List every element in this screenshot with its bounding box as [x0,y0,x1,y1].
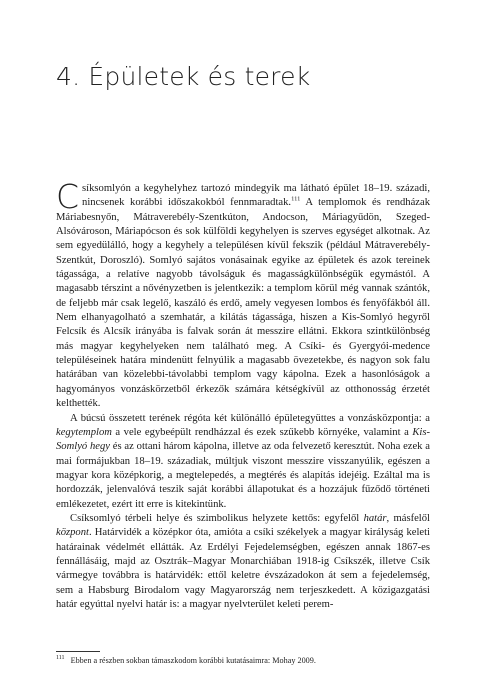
paragraph-1-text-a: síksomlyón a kegyhelyhez tartozó mindegyik ma látható épület 18–19. századi, nincsenek korábbi időszakokból fennmaradtak. [82,183,430,209]
chapter-title: 4. Épületek és terek [56,62,311,91]
footnote-divider [56,651,100,652]
footnote-text: Ebben a részben sokban támaszkodom korábbi kutatásaimra: Mohay 2009. [70,656,316,665]
paragraph-2-text-a: A búcsú összetett terének régóta két különálló épületegyüttes a vonzásközpontja: a [70,412,430,424]
emphasis-hatar: határ [363,512,387,524]
footnote-reference[interactable]: 111 [291,195,301,203]
paragraph-3-text-a: Csíksomlyó térbeli helye és szimbolikus helyzete kettős: egyfelől [70,512,364,524]
footnote [56,656,436,666]
drop-cap: C [56,177,80,216]
body-text [56,177,430,612]
emphasis-kozpont: központ [56,527,89,539]
footnote-number: 111 [56,655,65,662]
paragraph-3-text-c: . Határvidék a középkor óta, amióta a csíki székelyek a magyar királyság keleti határainak védelmét ellátták. Az Erdélyi Fejedelemségben, egészen annak 1867-es fennállásáig, majd az Osztrák–Magyar Monarchiában 1918-ig Csíkszék, illetve Csík vármegye továbbra is határvidék: ettől keletre évszázadokon át sem a fejedelemség, sem a Habsburg Birodalom vagy Magyarország nem terjeszkedett. A közigazgatási határ egyúttal nyelvi határ is: a magyar nyelvterület keleti perem- [56,527,430,610]
paragraph-2-text-c: és az ottani három kápolna, illetve az oda felvezető keresztút. Noha ezek a mai formájukban 18–19. századiak, múltjuk viszont messzire visszanyúlik, egészen a magyar kora középkorig, a megtelepedés, a megtérés és alapítás idejéig. Ezáltal ma is hordozzák, jelenvalóvá teszik saját korábbi állapotukat és a hozzájuk fűződő történeti emlékezetet, ezért itt erre is kitekintünk. [56,441,430,510]
paragraph-2-text-b: a vele egybeépült rendházzal és ezek szűkebb környéke, valamint a [111,426,413,438]
paragraph-2 [56,412,430,512]
paragraph-3-text-b: , másfelől [386,512,430,524]
paragraph-3 [56,512,430,612]
emphasis-kegytemplom: kegytemplom [56,426,112,438]
paragraph-1 [56,177,430,412]
emphasis-kis-somlyo: Kis-Somlyó hegy [56,426,430,453]
paragraph-1-text-b: A templomok és rendházak Máriabesnyőn, Mátraverebély-Szentkúton, Andocson, Máriagyűdön, Szeged-Alsóvároson, Máriapócson és sok külföldi kegyhelyen is szerves egységet alkotnak. Az sem egyedülálló, hogy a kegyhely a településen kívül fekszik (például Mátraverebély-Szentkút, Doroszló). Somlyó sajátos vonásainak egyike az épületek és azok tereinek tágassága, a relatíve nagyobb távolságuk és magasságkülönbségük egymástól. A magasabb térszint a nővényzetben is jelentkezik: a templom körül még vannak szántók, de feljebb már csak legelő, kaszáló és erdő, amely vegyesen lombos és fenyőfákból áll. Nem elhanyagolható a szemhatár, a kilátás tágassága, hiszen a Kis-Somlyó hegyről Felcsík és Alcsík irányába is falvak során át messzire ellátni. Ekkora szintkülönbség más magyar kegyhelyeken nem található meg. A Csíki- és Gyergyói-medence településeinek határa mindenütt felnyúlik a magasabb övezetekbe, és nagyon sok falu határában van közelebbi-távolabbi templom vagy kápolna. Ezek a hasonlóságok a hagyományos vonzáskörzetből érkezők számára kétségkívül az otthonosság érzetét kelthették. [56,197,430,410]
